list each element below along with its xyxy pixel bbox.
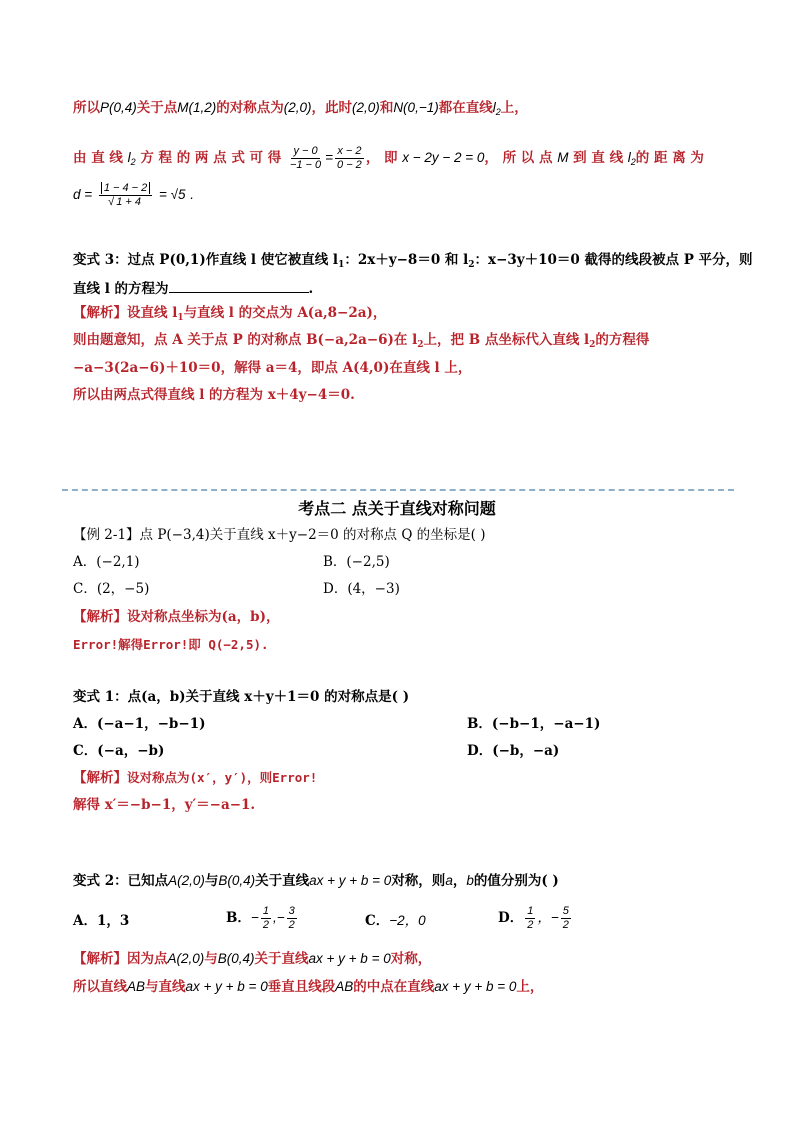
section-title: 考点二 点关于直线对称问题 [298, 499, 496, 518]
variant1-option-a: A．(−a−1，−b−1) [73, 716, 206, 732]
variant1-option-b: B．(−b−1，−a−1) [467, 716, 601, 732]
variant3-answer-line1: 【解析】设直线 $l_1$与直线 l 的交点为 A(a,8−2a)， [73, 305, 387, 323]
answer-blank[interactable] [169, 278, 309, 293]
line-distance: d = $\frac{1 - 4 - 2}{√ 1 + 4}$ = √5 . [73, 182, 195, 208]
variant1-option-c: C．(−a，−b) [73, 743, 165, 759]
variant2-option-a: A．1，3 [73, 913, 130, 929]
section-divider [62, 489, 734, 491]
variant1-answer-line1: 【解析】设对称点为(x′，y′)，则Error! [73, 770, 318, 786]
variant1-question: 变式 1：点(a，b)关于直线 x＋y＋1＝0 的对称点是( ) [73, 689, 410, 705]
variant3-answer-line3: −a−3(2a−6)＋10＝0，解得 a＝4，即点 A(4,0)在直线 l 上， [73, 360, 472, 376]
example21-answer-line2: Error!解得Error!即 Q(−2,5). [73, 637, 269, 652]
variant2-option-c: C．−2，0 [365, 913, 426, 929]
example21-option-b: B．(−2,5) [323, 554, 390, 570]
fraction-x: $\frac{x - 2}{0 - 2}$ [337, 145, 362, 171]
example21-option-d: D．(4，−3) [323, 581, 400, 597]
variant3-question-line2: 直线 l 的方程为 . [73, 278, 313, 298]
variant1-answer-line2: 解得 x′＝−b−1，y′＝−a−1. [73, 797, 256, 813]
variant1-option-d: D．(−b，−a) [467, 743, 560, 759]
variant2-answer-line2: 所以直线AB与直线ax + y + b = 0垂直且线段AB的中点在直线ax + y + b = 0上， [73, 979, 544, 995]
fraction-distance: $\frac{1 - 4 - 2}{√ 1 + 4}$ [99, 182, 152, 209]
example21-answer-line1: 【解析】设对称点坐标为(a，b)， [73, 609, 280, 625]
variant2-answer-line1: 【解析】因为点A(2,0)与B(0,4)关于直线ax + y + b = 0对称， [73, 951, 432, 967]
example21-option-a: A．(−2,1) [73, 554, 140, 570]
line-symmetric-point: 所以P(0,4)关于点M(1,2)的对称点为(2,0)，此时(2,0)和N(0,−1)都在直线$l_2$上， [73, 100, 528, 117]
variant3-question-line1: 变式 3：过点 P(0,1)作直线 l 使它被直线 $l_1$：2x＋y−8＝0 和 $l_2$：x−3y＋10＝0 截得的线段被点 P 平分，则 [73, 252, 753, 270]
variant3-answer-line2: 则由题意知，点 A 关于点 P 的对称点 B(−a,2a−6)在 $l_2$上，把 B 点坐标代入直线 $l_2$的方程得 [73, 332, 650, 350]
fraction-y: $\frac{y - 0}{-1 - 0}$ [289, 145, 322, 171]
example21-option-c: C．(2，−5) [73, 581, 150, 597]
example21-question: 【例 2-1】点 P(−3,4)关于直线 x＋y−2＝0 的对称点 Q 的坐标是( ) [73, 527, 486, 543]
variant2-option-d: D． $\frac{1}{2}$ ，− $\frac{5}{2}$ [498, 905, 569, 931]
variant3-answer-line4: 所以由两点式得直线 l 的方程为 x＋4y−4＝0. [73, 387, 355, 403]
variant2-option-b: B．− $\frac{1}{2}$ ,− $\frac{3}{2}$ [226, 905, 295, 931]
variant2-question: 变式 2：已知点A(2,0)与B(0,4)关于直线ax + y + b = 0对称，则a，b的值分别为( ) [73, 873, 559, 889]
line-two-point-form: 由 直 线 $l_2$ 方 程 的 两 点 式 可 得 $\frac{y - 0}{-1 - 0}$ = $\frac{x - 2}{0 - 2}$ ， 即 x − 2y − 2 = 0， 所 以 点 M 到 直 线 $l_2$的 距 离 为 [73, 145, 704, 171]
